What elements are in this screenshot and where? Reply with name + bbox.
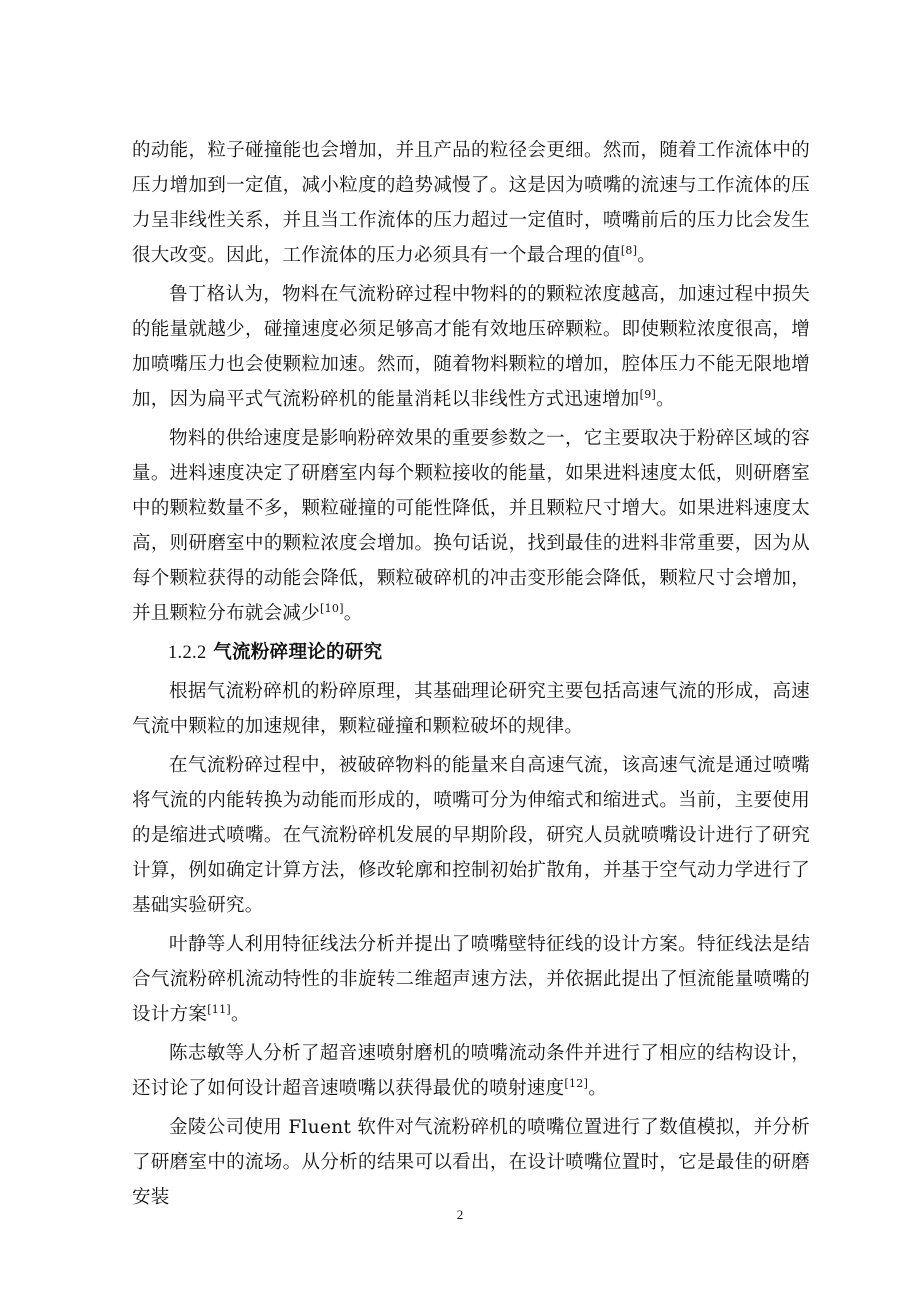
body-text <box>132 133 810 1219</box>
paragraph-text: 陈志敏等人分析了超音速喷射磨机的喷嘴流动条件并进行了相应的结构设计，还讨论了如何设计超音速喷嘴以获得最优的喷射速度 <box>132 1043 810 1099</box>
paragraph-text: 在气流粉碎过程中，被破碎物料的能量来自高速气流，该高速气流是通过喷嘴将气流的内能转换为动能而形成的，喷嘴可分为伸缩式和缩进式。当前，主要使用的是缩进式喷嘴。在气流粉碎机发展的早期阶段，研究人员就喷嘴设计进行了研究计算，例如确定计算方法，修改轮廓和控制初始扩散角，并基于空气动力学进行了基础实验研究。 <box>132 755 810 916</box>
citation: [9] <box>639 387 657 401</box>
paragraph-5 <box>132 748 810 923</box>
paragraph-text: 金陵公司使用 Fluent 软件对气流粉碎机的喷嘴位置进行了数值模拟，并分析了研磨室中的流场。从分析的结果可以看出，在设计喷嘴位置时，它是最佳的研磨安装 <box>132 1117 810 1208</box>
paragraph-6 <box>132 927 810 1032</box>
paragraph-7 <box>132 1036 810 1106</box>
citation: [8] <box>620 243 638 257</box>
paragraph-end: 。 <box>637 245 657 266</box>
section-number: 1.2.2 <box>168 643 207 663</box>
paragraph-4 <box>132 674 810 744</box>
paragraph-end: 。 <box>230 1004 250 1025</box>
section-heading <box>132 635 810 671</box>
paragraph-3 <box>132 421 810 631</box>
paragraph-1 <box>132 133 810 273</box>
paragraph-text: 根据气流粉碎机的粉碎原理，其基础理论研究主要包括高速气流的形成，高速气流中颗粒的加速规律，颗粒碰撞和颗粒破坏的规律。 <box>132 681 810 737</box>
paragraph-text: 的动能，粒子碰撞能也会增加，并且产品的粒径会更细。然而，随着工作流体中的压力增加到一定值，减小粒度的趋势减慢了。这是因为喷嘴的流速与工作流体的压力呈非线性关系，并且当工作流体的压力超过一定值时，喷嘴前后的压力比会发生很大改变。因此，工作流体的压力必须具有一个最合理的值 <box>132 140 810 266</box>
paragraph-end: 。 <box>588 1078 607 1099</box>
paragraph-text: 鲁丁格认为，物料在气流粉碎过程中物料的的颗粒浓度越高，加速过程中损失的能量就越少，碰撞速度必须足够高才能有效地压碎颗粒。即使颗粒浓度很高，增加喷嘴压力也会使颗粒加速。然而，随着物料颗粒的增加，腔体压力不能无限地增加，因为扁平式气流粉碎机的能量消耗以非线性方式迅速增加 <box>132 284 810 410</box>
paragraph-end: 。 <box>343 603 363 624</box>
section-title: 气流粉碎理论的研究 <box>213 642 383 663</box>
citation: [12] <box>564 1076 589 1090</box>
paragraph-end: 。 <box>656 389 675 410</box>
citation: [11] <box>207 1002 231 1016</box>
paragraph-text: 叶静等人利用特征线法分析并提出了喷嘴壁特征线的设计方案。特征线法是结合气流粉碎机流动特性的非旋转二维超声速方法，并依据此提出了恒流能量喷嘴的设计方案 <box>132 934 810 1025</box>
paragraph-8 <box>132 1110 810 1215</box>
citation: [10] <box>320 601 344 615</box>
paragraph-2 <box>132 277 810 417</box>
page-number: 2 <box>456 1207 464 1222</box>
paragraph-text: 物料的供给速度是影响粉碎效果的重要参数之一，它主要取决于粉碎区域的容量。进料速度决定了研磨室内每个颗粒接收的能量，如果进料速度太低，则研磨室中的颗粒数量不多，颗粒碰撞的可能性降低，并且颗粒尺寸增大。如果进料速度太高，则研磨室中的颗粒浓度会增加。换句话说，找到最佳的进料非常重要，因为从每个颗粒获得的动能会降低，颗粒破碎机的冲击变形能会降低，颗粒尺寸会增加，并且颗粒分布就会减少 <box>132 428 810 624</box>
